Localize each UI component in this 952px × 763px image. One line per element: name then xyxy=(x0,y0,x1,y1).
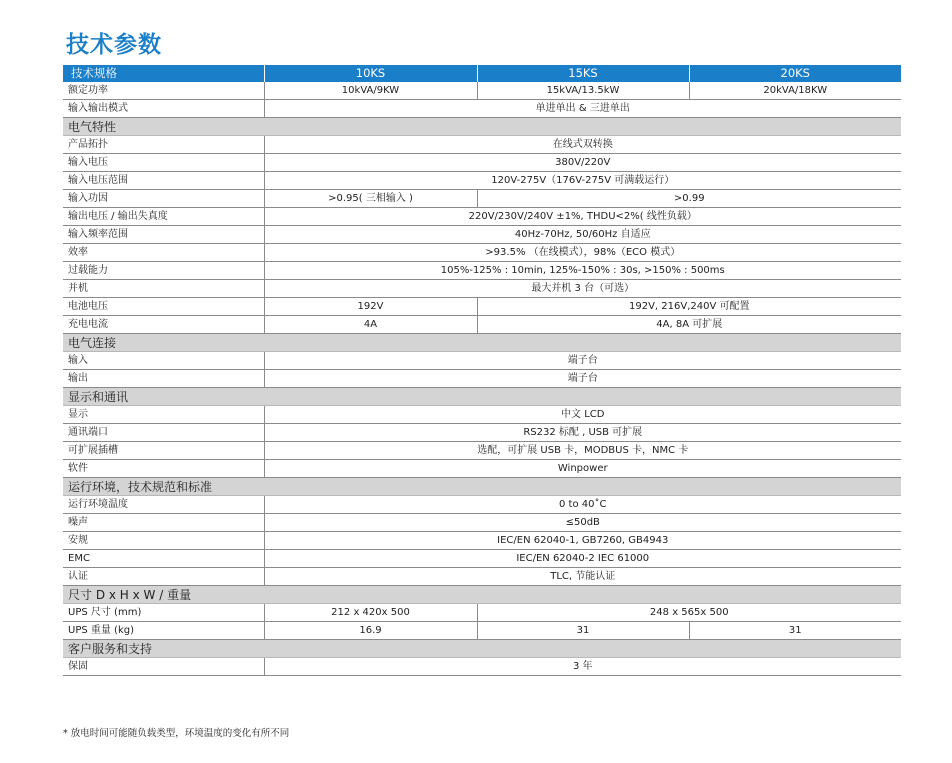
table-row xyxy=(63,568,901,586)
cell-value: 40Hz-70Hz, 50/60Hz 自适应 xyxy=(264,226,901,244)
row-label: 输入 xyxy=(63,352,264,370)
cell-value: 3 年 xyxy=(264,658,901,676)
section-heading: 运行环境，技术规范和标准 xyxy=(63,478,901,496)
row-label: 噪声 xyxy=(63,514,264,532)
page-title: 技术参数 xyxy=(66,32,162,58)
cell-value: 220V/230V/240V ±1%, THDU<2%( 线性负载） xyxy=(264,208,901,226)
table-row xyxy=(63,280,901,298)
table-row xyxy=(63,298,901,316)
cell-value: 120V-275V（176V-275V 可满载运行） xyxy=(264,172,901,190)
table-row xyxy=(63,244,901,262)
table-row xyxy=(63,370,901,388)
table-row xyxy=(63,172,901,190)
cell-value: 16.9 xyxy=(264,622,477,640)
cell-value: 选配，可扩展 USB 卡，MODBUS 卡，NMC 卡 xyxy=(264,442,901,460)
table-row xyxy=(63,496,901,514)
row-label: 充电电流 xyxy=(63,316,264,334)
cell-value: 248 x 565x 500 xyxy=(477,604,901,622)
row-label: 安规 xyxy=(63,532,264,550)
table-row xyxy=(63,460,901,478)
cell-value: 192V xyxy=(264,298,477,316)
row-label: 输入电压范围 xyxy=(63,172,264,190)
cell-value: TLC, 节能认证 xyxy=(264,568,901,586)
table-header-row xyxy=(63,65,901,82)
row-label: EMC xyxy=(63,550,264,568)
cell-value: 380V/220V xyxy=(264,154,901,172)
table-row xyxy=(63,352,901,370)
row-label: 显示 xyxy=(63,406,264,424)
cell-value: 212 x 420x 500 xyxy=(264,604,477,622)
cell-value: 31 xyxy=(477,622,689,640)
table-row xyxy=(63,316,901,334)
row-label: 可扩展插槽 xyxy=(63,442,264,460)
cell-value: 4A xyxy=(264,316,477,334)
cell-value: 192V, 216V,240V 可配置 xyxy=(477,298,901,316)
row-label: 额定功率 xyxy=(63,82,264,100)
cell-value: RS232 标配 , USB 可扩展 xyxy=(264,424,901,442)
cell-value: ≤50dB xyxy=(264,514,901,532)
cell-value: 105%-125% : 10min, 125%-150% : 30s, >150% : 500ms xyxy=(264,262,901,280)
section-heading: 客户服务和支持 xyxy=(63,640,901,658)
row-label: 运行环境温度 xyxy=(63,496,264,514)
row-label: 过载能力 xyxy=(63,262,264,280)
table-row xyxy=(63,658,901,676)
cell-value: IEC/EN 62040-1, GB7260, GB4943 xyxy=(264,532,901,550)
row-label: 认证 xyxy=(63,568,264,586)
table-row xyxy=(63,622,901,640)
cell-value: 端子台 xyxy=(264,352,901,370)
header-model-10ks: 10KS xyxy=(264,65,477,82)
section-row xyxy=(63,388,901,406)
row-label: 产品拓扑 xyxy=(63,136,264,154)
row-label: UPS 重量 (kg) xyxy=(63,622,264,640)
row-label: 输入输出模式 xyxy=(63,100,264,118)
row-label: 通讯端口 xyxy=(63,424,264,442)
table-row xyxy=(63,190,901,208)
row-label: 输入电压 xyxy=(63,154,264,172)
header-spec-label: 技术规格 xyxy=(63,65,264,82)
cell-value: >0.99 xyxy=(477,190,901,208)
spec-table xyxy=(63,65,901,676)
table-row xyxy=(63,514,901,532)
cell-value: 31 xyxy=(689,622,901,640)
header-model-15ks: 15KS xyxy=(477,65,689,82)
cell-value: >93.5% （在线模式），98%（ECO 模式） xyxy=(264,244,901,262)
cell-value: 15kVA/13.5kW xyxy=(477,82,689,100)
cell-value: 端子台 xyxy=(264,370,901,388)
footnote: * 放电时间可能随负载类型，环境温度的变化有所不同 xyxy=(63,728,290,739)
section-row xyxy=(63,586,901,604)
section-heading: 显示和通讯 xyxy=(63,388,901,406)
cell-value: 20kVA/18KW xyxy=(689,82,901,100)
cell-value: 0 to 40˚C xyxy=(264,496,901,514)
row-label: 输出 xyxy=(63,370,264,388)
row-label: 并机 xyxy=(63,280,264,298)
section-heading: 尺寸 D x H x W / 重量 xyxy=(63,586,901,604)
cell-value: Winpower xyxy=(264,460,901,478)
cell-value: 在线式双转换 xyxy=(264,136,901,154)
cell-value: 单进单出 & 三进单出 xyxy=(264,100,901,118)
table-row xyxy=(63,406,901,424)
header-model-20ks: 20KS xyxy=(689,65,901,82)
table-row xyxy=(63,226,901,244)
row-label: 软件 xyxy=(63,460,264,478)
cell-value: 4A, 8A 可扩展 xyxy=(477,316,901,334)
table-row xyxy=(63,424,901,442)
section-heading: 电气特性 xyxy=(63,118,901,136)
table-row xyxy=(63,550,901,568)
cell-value: >0.95( 三相输入 ) xyxy=(264,190,477,208)
row-label: 电池电压 xyxy=(63,298,264,316)
table-row xyxy=(63,532,901,550)
section-row xyxy=(63,478,901,496)
row-label: 输入频率范围 xyxy=(63,226,264,244)
table-row xyxy=(63,604,901,622)
section-heading: 电气连接 xyxy=(63,334,901,352)
row-label: UPS 尺寸 (mm) xyxy=(63,604,264,622)
cell-value: 中文 LCD xyxy=(264,406,901,424)
section-row xyxy=(63,640,901,658)
table-row xyxy=(63,262,901,280)
table-row xyxy=(63,208,901,226)
cell-value: 最大并机 3 台（可选） xyxy=(264,280,901,298)
table-row xyxy=(63,154,901,172)
table-row xyxy=(63,442,901,460)
cell-value: 10kVA/9KW xyxy=(264,82,477,100)
row-label: 效率 xyxy=(63,244,264,262)
table-row xyxy=(63,136,901,154)
row-label: 输出电压 / 输出失真度 xyxy=(63,208,264,226)
section-row xyxy=(63,334,901,352)
section-row xyxy=(63,118,901,136)
row-label: 输入功因 xyxy=(63,190,264,208)
cell-value: IEC/EN 62040-2 IEC 61000 xyxy=(264,550,901,568)
row-label: 保固 xyxy=(63,658,264,676)
table-row xyxy=(63,82,901,100)
table-row xyxy=(63,100,901,118)
